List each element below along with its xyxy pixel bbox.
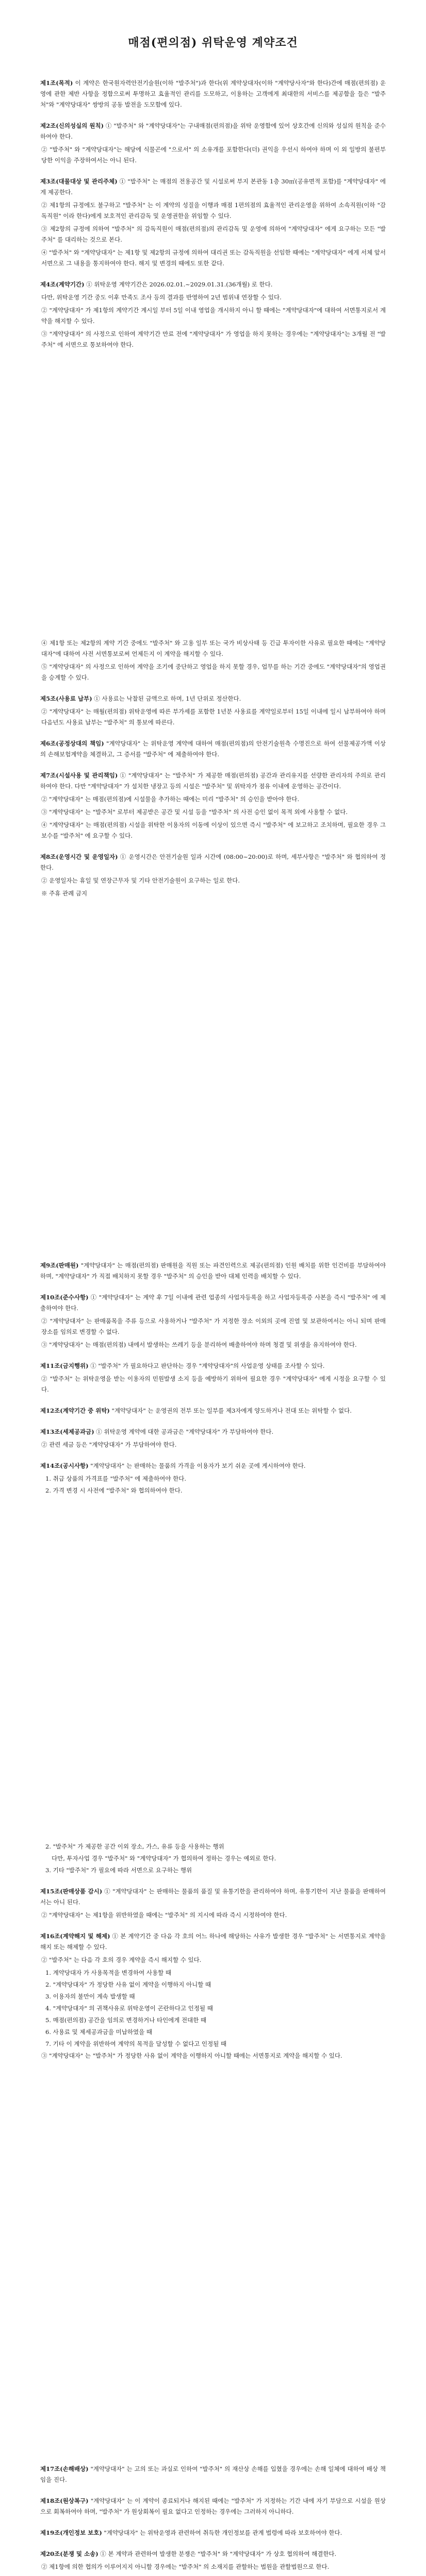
article-2 — [40, 121, 386, 166]
article-3-clause-1 — [40, 176, 386, 198]
termination-item-3: 3. 이용자의 불만이 계속 발생할 때 — [45, 1993, 135, 2000]
article-14-heading: 제14조(공시사항) — [40, 1462, 89, 1469]
article-9-heading: 제9조(판매원) — [40, 1262, 79, 1269]
article-7-clause-4: ④ "계약당대자" 는 매점(편의점) 시설을 위탁한 이용자의 이동에 이상이 있으면 즉시 "발주처" 에 보고하고 조치하며, 필요한 경우 그 보수를 "발주처" 에 요구할 수 있다. — [41, 821, 386, 839]
article-8-heading: 제8조(운영시간 및 운영일자) — [40, 853, 118, 860]
article-3-clause-1-text: ① "발주처" 는 매점의 전용공간 및 시설로써 부지 본관동 1층 30㎡(공유면적 포함)를 "계약당대자" 에게 제공한다. — [40, 178, 386, 196]
article-17 — [40, 2464, 386, 2485]
article-10-clause-1 — [40, 1292, 386, 1314]
article-13-clause-2: ② 관련 세금 등은 "계약당대자" 가 부담하여야 한다. — [41, 1441, 177, 1448]
article-4-clause-2: ② "계약당대자" 가 제1항의 계약기간 계시일 부터 5일 이내 영업을 개시하지 아니 할 때에는 "계약당대자"에 대하여 서면통지로서 계약을 해지할 수 있다. — [41, 307, 386, 325]
article-2-clause-2: ② "발주처" 와 "계약당대자"는 해당에 식물곤에 "으로서" 의 소유개를 포함한다(더) 권익을 우선시 하여야 하며 이 외 일방의 불편부당한 이익을 주장하여서는 아니 된다. — [41, 146, 386, 164]
article-18-heading: 제18조(원상복구) — [40, 2497, 89, 2504]
article-20-clause-1-text: ① 본 계약과 관련하여 발생한 분쟁은 "발주처" 와 "계약당대자" 가 상호 협의하여 해결한다. — [98, 2550, 337, 2557]
article-7-clause-3: ③ "계약당대자" 는 "발주처" 로부터 제공받은 공간 및 시설 등을 "발주처" 의 사전 승인 없이 목적 외에 사용할 수 없다. — [41, 808, 348, 816]
article-10-clause-3: ③ "계약당대자" 는 매점(편의점) 내에서 발생하는 쓰레기 등을 분리하여 배출하여야 하며 청결 및 위생을 유지하여야 한다. — [41, 1341, 357, 1348]
article-5-clause-1-text: ① 사용료는 낙찰된 금액으로 하며, 1년 단위로 정산한다. — [92, 695, 241, 702]
article-16-heading: 제16조(계약해지 및 해제) — [40, 1933, 110, 1940]
article-15-clause-1-text: ① "계약당대자" 는 판매하는 물품의 품질 및 유통기한을 관리하여야 하며, 유통기한이 지난 물품을 판매하여서는 아니 된다. — [40, 1888, 386, 1906]
termination-item-4: 4. "계약당대자" 의 귀책사유로 위탁운영이 곤란하다고 인정될 때 — [45, 2005, 213, 2012]
article-15-heading: 제15조(판매상품 감시) — [40, 1888, 103, 1895]
article-6-text — [40, 738, 386, 760]
article-8-clause-2: ② 운영일자는 휴일 및 연장근무자 및 기타 안전기술원이 요구하는 일로 한다. — [41, 877, 240, 884]
article-4-clause-1-note: 다만, 위탁운영 기간 중도 이후 만족도 조사 등의 결과를 반영하여 2년 범위내 연장할 수 있다. — [41, 294, 282, 301]
article-15-clause-2: ② "계약당대자" 는 제1항을 위반하였을 때에는 "발주처" 의 지시에 따라 즉시 시정하여야 한다. — [41, 1911, 287, 1919]
article-3-clause-3: ③ 제2항의 규정에 의하여 "발주처" 의 감독직원이 매점(편의점)의 관리감독 및 운영에 의하여 "계약당대자" 에게 요구하는 모든 "발주처" 를 대리하는 것으로 본다. — [41, 225, 386, 243]
article-19-heading: 제19조(개인정보 보호) — [40, 2529, 102, 2536]
article-11-clause-1 — [40, 1361, 386, 1371]
article-10 — [40, 1292, 386, 1350]
article-10-clause-1-text: ① "계약당대자" 는 계약 후 7일 이내에 관련 업종의 사업자등록을 하고 사업자등록증 사본을 즉시 "발주처" 에 제출하여야 한다. — [40, 1294, 386, 1312]
article-13-clause-1 — [40, 1427, 386, 1437]
article-13-heading: 제13조(세제공과금) — [40, 1428, 94, 1435]
article-7-clause-1 — [40, 770, 386, 792]
article-20 — [40, 2549, 386, 2572]
article-20-heading: 제20조(분쟁 및 소송) — [40, 2550, 99, 2557]
article-11-heading: 제11조(금지행위) — [40, 1362, 89, 1369]
article-17-body: "계약당대자" 는 고의 또는 과실로 인하여 "발주처" 의 재산상 손해를 입혔을 경우에는 손해 일체에 대하여 배상 책임을 진다. — [40, 2465, 386, 2483]
document-page-2 — [0, 602, 426, 1204]
article-7-clause-1-text: ① "계약당대자" 는 "발주처" 가 제공한 매점(편의점) 공간과 관리유지를 선량한 관리자의 주의로 관리하여야 한다. 다만 "계약당대자" 가 설치한 냉장고 등의 시설은 "발주처" 및 위탁자가 점유 이내에 운영하는 공간이다. — [40, 772, 386, 790]
article-6 — [40, 738, 386, 760]
article-16-clause-3: ③ "계약당대자" 는 "발주처" 가 정당한 사유 없이 계약을 이행하지 아니할 때에는 서면통지로 계약을 해지할 수 있다. — [41, 2052, 342, 2059]
article-7-clause-2: ② "계약당대자" 는 매점(편의점)에 시설물을 추가하는 때에는 미리 "발주처" 의 승인을 받아야 한다. — [41, 795, 300, 803]
article-20-clause-2: ② 제1항에 의한 협의가 이루어지지 아니할 경우에는 "발주처" 의 소재지를 관할하는 법원을 관할법원으로 한다. — [41, 2563, 330, 2570]
document-page-5 — [0, 2407, 426, 2576]
article-3-clause-4: ④ "발주처" 와 "계약당대자" 는 제1항 및 제2항의 규정에 의하여 대리권 또는 감독직원을 선임한 때에는 "계약당대자" 에게 서체 앞서 서면으로 그 내용을 통지하여야 한다. 해지 및 변경의 때에도 또한 같다. — [41, 249, 386, 267]
article-14-item-2: 2. 가격 변경 시 사전에 "발주처" 와 협의하여야 한다. — [45, 1487, 183, 1494]
article-2-heading: 제2조(신의성실의 원칙) — [40, 122, 104, 129]
article-11 — [40, 1361, 386, 1395]
article-12-text — [40, 1405, 386, 1416]
article-9-text — [40, 1260, 386, 1282]
article-11-clause-2: ② "발주처" 는 위탁운영을 받는 이용자의 민원발생 소지 등을 예방하기 위하여 필요한 경우 "계약당대자" 에게 시정을 요구할 수 있다. — [41, 1375, 386, 1393]
article-13 — [40, 1427, 386, 1450]
article-3-heading: 제3조(대물대상 및 관리주체) — [40, 178, 118, 185]
article-8 — [40, 852, 386, 899]
article-16 — [40, 1931, 386, 2061]
article-12 — [40, 1405, 386, 1416]
termination-item-5: 5. 매점(편의점) 공간을 임의로 변경하거나 타인에게 전대한 때 — [45, 2016, 207, 2024]
article-4 — [40, 279, 386, 350]
article-14-body: "계약당대자" 는 판매하는 물품의 가격을 이용자가 보기 쉬운 곳에 게시하여야 한다. — [88, 1462, 306, 1469]
termination-item-7: 7. 기타 이 계약을 위반하여 계약의 목적을 달성할 수 없다고 인정될 때 — [45, 2040, 227, 2047]
article-16-clause-1 — [40, 1931, 386, 1953]
article-13-clause-1-text: ① 위탁운영 계약에 대한 공과금은 "계약당대자" 가 부담하여야 한다. — [94, 1428, 274, 1435]
article-6-body: "계약당대자" 는 위탁운영 계약에 대하여 매점(편의점)의 안전기술원측 수명진으로 하여 선물제공가액 이상의 손해보험계약을 체결하고, 그 증서를 "발주처" 에 제출하여야 한다. — [40, 740, 386, 758]
article-16-clause-1-text: ① 본 계약기간 중 다음 각 호의 어느 하나에 해당하는 사유가 발생한 경우 "발주처" 는 서면통지로 계약을 해지 또는 해제할 수 있다. — [40, 1933, 386, 1951]
article-14-text — [40, 1461, 386, 1471]
article-3 — [40, 176, 386, 269]
article-7-heading: 제7조(시설사용 및 관리책임) — [40, 772, 118, 779]
termination-item-2: 2. "계약당대자" 가 정당한 사유 없이 계약을 이행하지 아니할 때 — [45, 1981, 211, 1988]
document-title: 매점(편의점) 위탁운영 계약조건 — [128, 36, 298, 49]
article-9 — [40, 1260, 386, 1282]
article-19-text — [40, 2528, 386, 2538]
article-19 — [40, 2528, 386, 2538]
article-16-clause-2: ② "발주처" 는 다음 각 호의 경우 계약을 즉시 해지할 수 있다. — [41, 1956, 202, 1963]
article-1-heading: 제1조(목적) — [40, 79, 73, 87]
prohibited-item-3: 3. 기타 "발주처" 가 필요에 따라 서면으로 요구하는 행위 — [45, 1867, 192, 1874]
article-5-clause-1 — [40, 693, 386, 704]
article-17-text — [40, 2464, 386, 2485]
article-4-heading: 제4조(계약기간) — [40, 281, 85, 288]
article-4-clause-5: ⑤ "계약당대자" 의 사정으로 인하여 계약을 조기에 중단하고 영업을 하지 못할 경우, 업무를 하는 기간 중에도 "계약당대자"의 영업권을 승계할 수 있다. — [41, 663, 386, 681]
article-3-clause-2: ② 제1항의 규정에도 불구하고 "발주처" 는 이 계약의 성질을 이행과 매점 1편의점의 효율적인 관리운영을 위하여 소속직원(이하 "감독직원" 이라 한다)에게 보호적인 관리감독 및 운영권한을 위임할 수 있다. — [41, 201, 386, 219]
article-8-clause-1 — [40, 852, 386, 873]
article-9-body: "계약당대자" 는 매점(편의점) 판매원을 직원 또는 파견인력으로 제공(편의점) 인원 배치를 위한 인건비를 부담하여야 하며, "계약당대자" 가 직접 배치하지 못할 경우 "발주처" 의 승인을 받아 대체 인력을 배치할 수 있다. — [40, 1262, 386, 1280]
termination-item-1: 1. 계약당대자 가 사용목적을 변경하여 사용할 때 — [45, 1969, 171, 1976]
article-11-clause-1-text: ① "발주처" 가 필요하다고 판단하는 경우 "계약당대자"의 사업운영 상태를 조사할 수 있다. — [88, 1362, 325, 1369]
article-17-heading: 제17조(손해배상) — [40, 2465, 89, 2472]
article-14 — [40, 1461, 386, 1496]
article-1 — [40, 78, 386, 110]
prohibited-item-2-note: 다만, 투자사업 경우 "발주처" 와 "계약당대자" 가 협의하여 정하는 경우는 예외로 한다. — [52, 1855, 276, 1862]
article-6-heading: 제6조(공정상대의 책임) — [40, 740, 104, 747]
article-12-body: "계약당대자" 는 운영권의 전부 또는 일부를 제3자에게 양도하거나 전대 또는 위탁할 수 없다. — [109, 1407, 352, 1414]
article-4-clause-1-text: ① 위탁운영 계약기간은 2026.02.01.~2029.01.31.(36개월) 로 한다. — [84, 281, 273, 288]
prohibited-item-2: 2. "발주처" 가 제공한 공간 이외 장소, 가스, 유류 등을 사용하는 행위 — [45, 1843, 224, 1850]
termination-item-6: 6. 사용료 및 제세공과금을 미납하였을 때 — [45, 2028, 152, 2036]
article-12-heading: 제12조(계약기간 중 위탁) — [40, 1407, 110, 1414]
article-4-clause-1 — [40, 279, 386, 290]
article-18-text — [40, 2496, 386, 2517]
article-5-clause-2: ② "계약당대자" 는 매월(편의점) 위탁운영에 따른 부가세를 포함한 1년분 사용료를 계약일로부터 15일 이내에 일시 납부하여야 하며 다음년도 사용료 납부는 "발주처" 의 통보에 따른다. — [41, 708, 386, 726]
article-2-clause-1-text: ① "발주처" 와 "계약당대자"는 구내매점(편의점)을 위탁 운영함에 있어 상호간에 신의와 성실의 원칙을 준수하여야 한다. — [40, 122, 386, 140]
article-5-heading: 제5조(사용료 납부) — [40, 695, 92, 702]
document-page-1 — [0, 0, 426, 602]
article-15-clause-1 — [40, 1886, 386, 1908]
article-8-note: ※ 주휴 관례 금지 — [41, 890, 88, 897]
article-10-clause-2: ② "계약당대자" 는 판매품목을 주류 등으로 사용하거나 "발주처" 가 지정한 장소 이외의 곳에 진열 및 보관하여서는 아니 되며 판매 장소를 임의로 변경할 수 없다. — [41, 1317, 386, 1335]
article-1-body: 이 계약은 한국원자력안전기술원(이하 "발주처")과 한다(위 계약상대자(이하 "계약당사자"와 한다)간에 매점(편의점) 운영에 관한 제반 사항을 정함으로써 투명하고 효율적인 관리를 도모하고, 이용하는 고객에게 최대한의 서비스를 제공함을 들은 "발주처"와 "계약당대자" 쌍방의 공동 발전을 도모함에 있다. — [40, 79, 386, 108]
article-18-body: "계약당대자" 는 이 계약이 종료되거나 해지된 때에는 "발주처" 가 지정하는 기간 내에 자기 부담으로 시설을 원상으로 회복하여야 하며, "발주처" 가 원상회복이 필요 없다고 인정하는 경우에는 그러하지 아니하다. — [40, 2497, 386, 2515]
article-2-clause-1 — [40, 121, 386, 142]
article-15 — [40, 1886, 386, 1921]
article-19-body: "계약당대자" 는 위탁운영과 관련하여 취득한 개인정보를 관계 법령에 따라 보호하여야 한다. — [102, 2529, 342, 2536]
article-14-item-1: 1. 취급 상품의 가격표를 "발주처" 에 제출하여야 한다. — [45, 1475, 186, 1482]
article-1-text — [40, 78, 386, 110]
article-14-cont — [40, 1841, 386, 1876]
document-page-4 — [0, 1805, 426, 2407]
article-4-clause-3: ③ "계약당대자" 의 사정으로 인하여 계약기간 만료 전에 "계약당대자" 가 영업을 하지 못하는 경우에는 "계약당대자"는 3개월 전 "발주처" 에 서면으로 통보하여야 한다. — [41, 330, 386, 348]
article-10-heading: 제10조(준수사항) — [40, 1294, 89, 1301]
article-18 — [40, 2496, 386, 2517]
article-8-clause-1-text: ① 운영시간은 안전기술원 일과 시간에 (08:00~20:00)로 하며, 세부사항은 "발주처" 와 협의하여 정한다. — [40, 853, 386, 871]
document-page-3 — [0, 1204, 426, 1805]
article-20-clause-1 — [40, 2549, 386, 2560]
article-5 — [40, 693, 386, 728]
article-4-cont — [40, 638, 386, 683]
article-4-clause-4: ④ 제1항 또는 제2항의 계약 기간 중에도 "발주처" 와 고용 일부 또는 국가 비상사태 등 긴급 투자이한 사유로 필요한 때에는 "계약당대자"에 대하여 사전 서면통보로써 언제든지 이 계약을 해지할 수 있다. — [41, 639, 386, 657]
article-7 — [40, 770, 386, 841]
